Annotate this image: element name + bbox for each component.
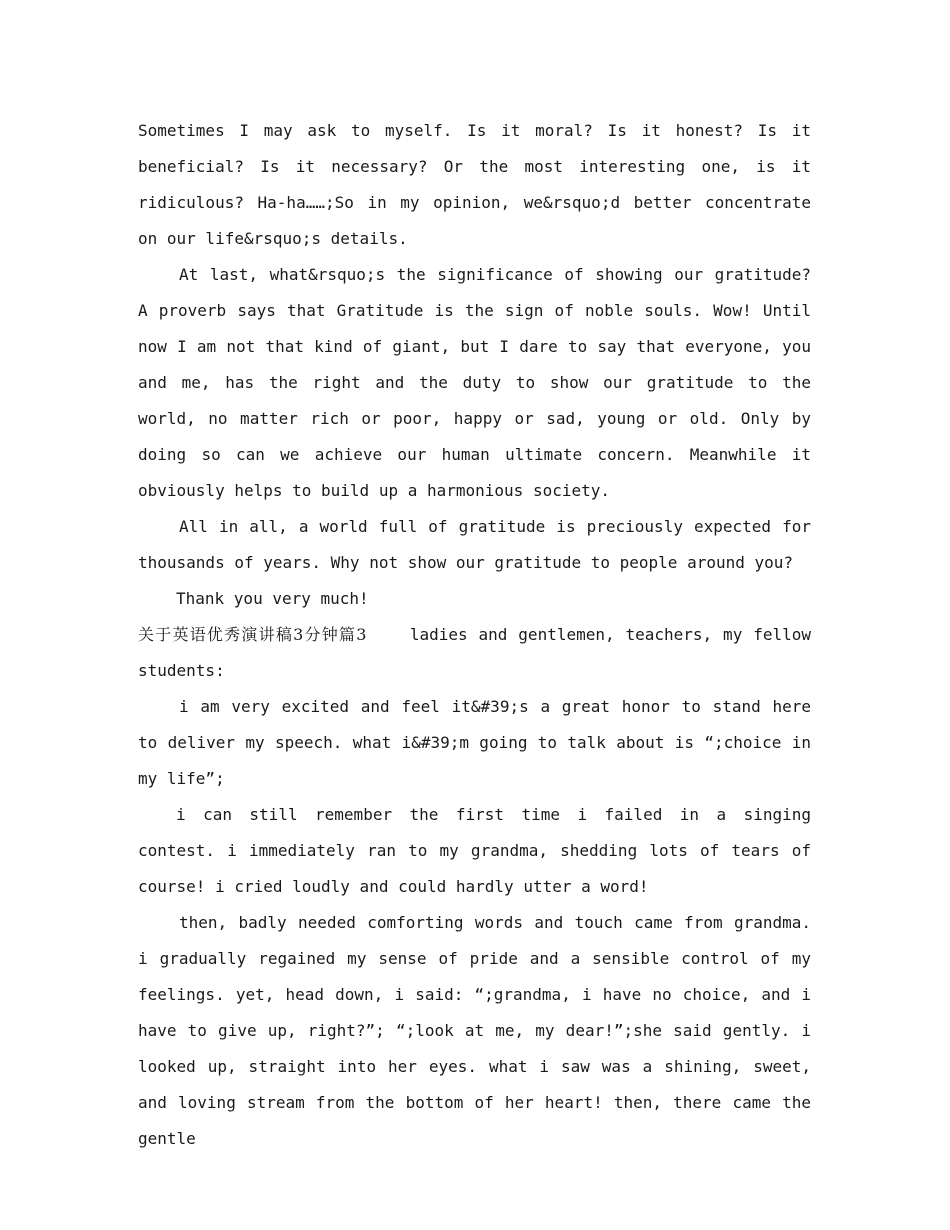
paragraph-thank-you <box>138 581 811 617</box>
paragraph-text: At last, what&rsquo;s the significance of showing our gratitude? A proverb says that Gratitude is the sign of noble souls. Wow! Until now I am not that kind of giant, but I dare to say that everyone, you and me, has the right and the duty to show our gratitude to the world, no matter rich or poor, happy or sad, young or old. Only by doing so can we achieve our human ultimate concern. Meanwhile it obviously helps to build up a harmonious society. <box>138 265 811 500</box>
paragraph-section-heading <box>138 617 811 689</box>
paragraph-singing-contest <box>138 797 811 905</box>
paragraph-text: All in all, a world full of gratitude is preciously expected for thousands of years. Why not show our gratitude to people around you? <box>138 517 811 572</box>
section-heading: 关于英语优秀演讲稿3分钟篇3 <box>138 625 367 644</box>
paragraph-significance-of-gratitude <box>138 257 811 509</box>
paragraph-text: i am very excited and feel it&#39;s a great honor to stand here to deliver my speech. what i&#39;m going to talk about is “;choice in my life”; <box>138 697 811 788</box>
paragraph-grandma-comfort <box>138 905 811 1157</box>
paragraph-text: ladies and gentlemen, teachers, my fellow students: <box>138 625 811 680</box>
paragraph-text: i can still remember the first time i failed in a singing contest. i immediately ran to my grandma, shedding lots of tears of course! i cried loudly and could hardly utter a word! <box>138 805 811 896</box>
document-body <box>138 113 811 1157</box>
paragraph-moral-questions <box>138 113 811 257</box>
paragraph-all-in-all <box>138 509 811 581</box>
paragraph-text: Sometimes I may ask to myself. Is it moral? Is it honest? Is it beneficial? Is it necessary? Or the most interesting one, is it ridiculous? Ha-ha……;So in my opinion, we&rsquo;d better concentrate on our life&rsquo;s details. <box>138 121 811 248</box>
paragraph-honor-to-speak <box>138 689 811 797</box>
paragraph-text: then, badly needed comforting words and touch came from grandma. i gradually regained my sense of pride and a sensible control of my feelings. yet, head down, i said: “;grandma, i have no choice, and i have to give up, right?”; “;look at me, my dear!”;she said gently. i looked up, straight into her eyes. what i saw was a shining, sweet, and loving stream from the bottom of her heart! then, there came the gentle <box>138 913 811 1148</box>
paragraph-text: Thank you very much! <box>176 589 369 608</box>
